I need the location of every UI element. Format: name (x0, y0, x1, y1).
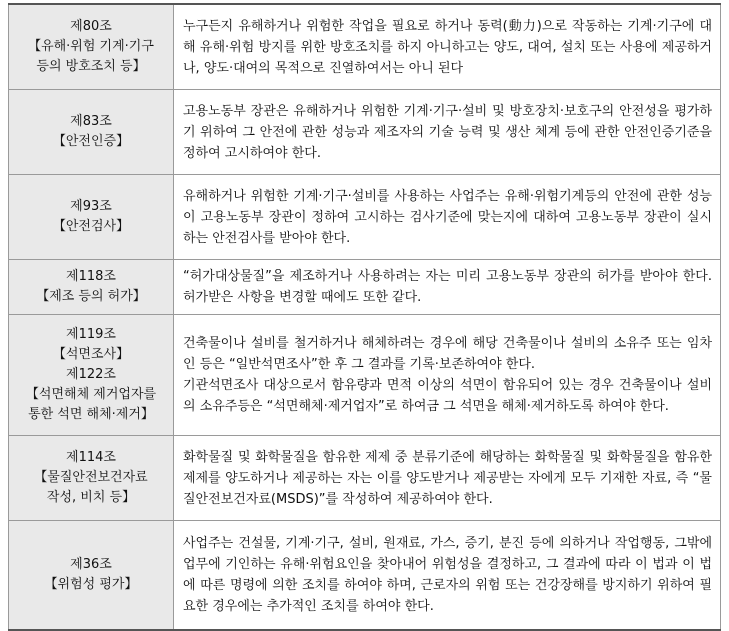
article-line: 【안전인증】 (52, 134, 130, 149)
article-line: 제80조 (70, 19, 112, 34)
content-cell (174, 521, 721, 631)
article-line: 【석면해체 제거업자를 (25, 387, 157, 402)
content-text: 화학물질 및 화학물질을 함유한 제제 중 분류기준에 해당하는 화학물질 및 화학물질을 함유한 제제를 양도하거나 제공하는 자는 이를 양도받거나 제공받는 자에게 모두 기재한 자료, 즉 “물질안전보건자료(MSDS)”를 작성하여 제공하여야 한다. (183, 449, 712, 507)
content-text: 사업주는 건설물, 기계·기구, 설비, 원재료, 가스, 증기, 분진 등에 의하거나 작업행동, 그밖에 업무에 기인하는 유해·위험요인을 찾아내어 위험성을 결정하고, 그 결과에 따라 이 법과 이 법에 따른 명령에 의한 조치를 하여야 하며, 근로자의 위험 또는 건강장해를 방지하기 위하여 필요한 경우에는 추가적인 조치를 하여야 한다. (183, 536, 712, 614)
article-line: 작성, 비치 등】 (46, 490, 136, 505)
article-line: 【유해·위험 기계·기구 (28, 39, 154, 54)
article-line: 제93조 (70, 199, 112, 214)
law-summary-table-wrapper (8, 3, 721, 631)
law-summary-table (8, 3, 721, 631)
article-cell (9, 175, 174, 260)
article-cell (9, 436, 174, 521)
article-cell (9, 90, 174, 175)
article-cell (9, 521, 174, 631)
table-row (9, 4, 721, 90)
article-line: 【석면조사】 (52, 347, 130, 362)
article-line: 제119조 (66, 327, 116, 342)
article-line: 【위험성 평가】 (44, 577, 138, 592)
article-cell (9, 260, 174, 315)
content-text: 유해하거나 위험한 기계·기구·설비를 사용하는 사업주는 유해·위험기계등의 안전에 관한 성능이 고용노동부 장관이 정하여 고시하는 검사기준에 맞는지에 대하여 고용노동부 장관이 실시하는 안전검사를 받아야 한다. (183, 188, 712, 246)
content-cell (174, 315, 721, 436)
content-text: 건축물이나 설비를 철거하거나 해체하려는 경우에 해당 건축물이나 설비의 소유주 또는 임차인 등은 “일반석면조사”한 후 그 결과를 기록·보존하여야 한다. (183, 336, 712, 372)
article-cell (9, 4, 174, 90)
article-line: 【안전검사】 (52, 219, 130, 234)
article-cell (9, 315, 174, 436)
content-cell (174, 436, 721, 521)
table-row (9, 315, 721, 436)
article-line: 제36조 (70, 557, 112, 572)
content-text: 기관석면조사 대상으로서 함유량과 면적 이상의 석면이 함유되어 있는 경우 건축물이나 설비의 소유주등은 “석면해체·제거업자”로 하여금 그 석면을 해체·제거하도록 하여야 한다. (183, 378, 712, 414)
table-row (9, 175, 721, 260)
table-row (9, 260, 721, 315)
article-line: 제114조 (66, 450, 116, 465)
table-row (9, 90, 721, 175)
article-line: 제122조 (66, 367, 116, 382)
content-cell (174, 175, 721, 260)
content-text: 누구든지 유해하거나 위험한 작업을 필요로 하거나 동력(動力)으로 작동하는 기계·기구에 대해 유해·위험 방지를 위한 방호조치를 하지 아니하고는 양도, 대여, 설치 또는 사용에 제공하거나, 양도·대여의 목적으로 진열하여서는 아니 된다 (183, 18, 712, 76)
content-cell (174, 4, 721, 90)
article-line: 【물질안전보건자료 (34, 470, 148, 485)
table-row (9, 436, 721, 521)
table-row (9, 521, 721, 631)
article-line: 통한 석면 해체·제거】 (28, 407, 154, 422)
content-cell (174, 90, 721, 175)
content-text: 고용노동부 장관은 유해하거나 위험한 기계·기구·설비 및 방호장치·보호구의 안전성을 평가하기 위하여 그 안전에 관한 성능과 제조자의 기술 능력 및 생산 체계 등에 관한 안전인증기준을 정하여 고시하여야 한다. (183, 103, 712, 161)
article-line: 등의 방호조치 등】 (36, 59, 146, 74)
article-line: 제118조 (66, 269, 116, 284)
article-line: 【제조 등의 허가】 (36, 289, 146, 304)
content-text: “허가대상물질”을 제조하거나 사용하려는 자는 미리 고용노동부 장관의 허가를 받아야 한다. 허가받은 사항을 변경할 때에도 또한 같다. (183, 269, 712, 305)
content-cell (174, 260, 721, 315)
article-line: 제83조 (70, 114, 112, 129)
